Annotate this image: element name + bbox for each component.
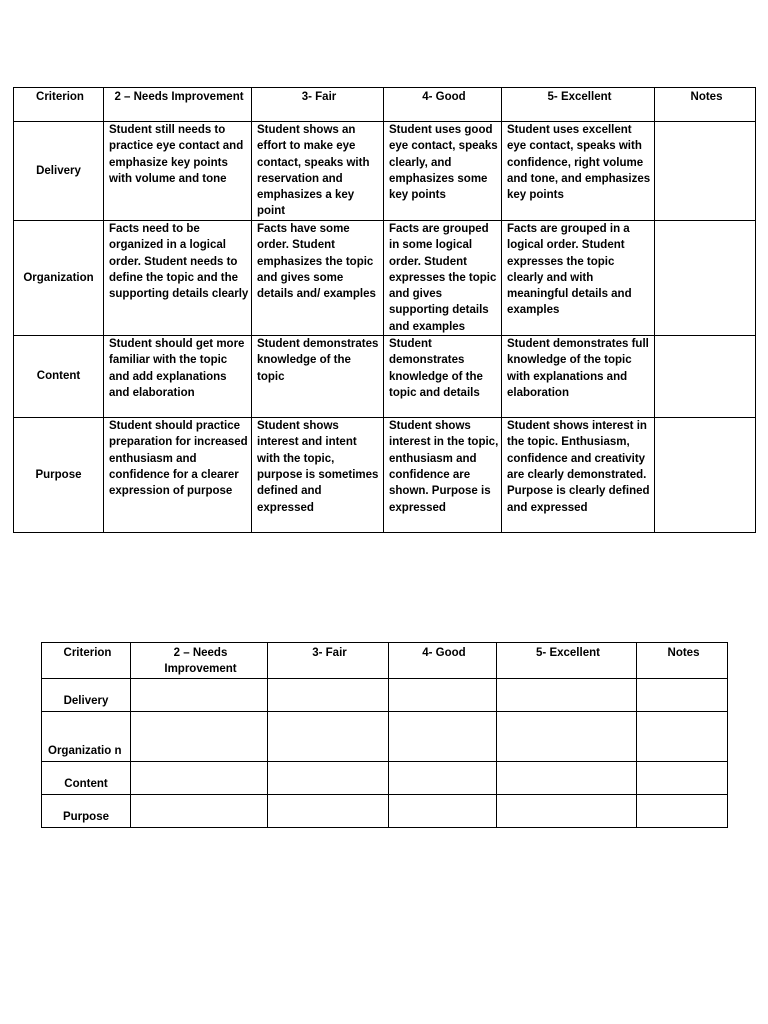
table-row: [42, 794, 728, 827]
empty-cell[interactable]: [268, 678, 389, 711]
criterion-cell: Purpose: [42, 794, 131, 827]
empty-cell[interactable]: [131, 711, 268, 761]
fair-cell: Student shows an effort to make eye contact, speaks with reservation and emphasizes a key point: [252, 122, 384, 221]
header-fair: 3- Fair: [252, 88, 384, 122]
fair-cell: Facts have some order. Student emphasizes the topic and gives some details and/ examples: [252, 221, 384, 336]
empty-cell[interactable]: [389, 761, 497, 794]
header-excellent: 5- Excellent: [502, 88, 655, 122]
empty-cell[interactable]: [268, 711, 389, 761]
notes-cell: [655, 122, 756, 221]
criterion-cell: Organization: [14, 221, 104, 336]
header-criterion: Criterion: [14, 88, 104, 122]
empty-cell[interactable]: [637, 711, 728, 761]
criterion-cell: Delivery: [14, 122, 104, 221]
criterion-cell: Purpose: [14, 418, 104, 533]
good-cell: Student uses good eye contact, speaks clearly, and emphasizes some key points: [384, 122, 502, 221]
empty-cell[interactable]: [389, 794, 497, 827]
empty-cell[interactable]: [497, 678, 637, 711]
fair-cell: Student shows interest and intent with the topic, purpose is sometimes defined and expressed: [252, 418, 384, 533]
header-excellent: 5- Excellent: [497, 643, 637, 679]
empty-cell[interactable]: [497, 761, 637, 794]
empty-cell[interactable]: [497, 711, 637, 761]
good-cell: Facts are grouped in some logical order. Student expresses the topic and gives supporting details and examples: [384, 221, 502, 336]
table-row: [14, 418, 756, 533]
good-cell: Student demonstrates knowledge of the topic and details: [384, 336, 502, 418]
notes-cell: [655, 336, 756, 418]
header-row: [14, 88, 756, 122]
empty-cell[interactable]: [637, 794, 728, 827]
table-row: [14, 122, 756, 221]
table-row: [14, 221, 756, 336]
table-row: [42, 761, 728, 794]
criterion-cell: Content: [42, 761, 131, 794]
empty-cell[interactable]: [389, 678, 497, 711]
excellent-cell: Student shows interest in the topic. Enthusiasm, confidence and creativity are clearly demonstrated. Purpose is clearly defined and expressed: [502, 418, 655, 533]
empty-cell[interactable]: [268, 761, 389, 794]
empty-cell[interactable]: [268, 794, 389, 827]
header-fair: 3- Fair: [268, 643, 389, 679]
blank-rubric-table: [41, 642, 728, 828]
empty-cell[interactable]: [389, 711, 497, 761]
table-row: [42, 711, 728, 761]
empty-cell[interactable]: [637, 761, 728, 794]
table-row: [14, 336, 756, 418]
criterion-cell: Content: [14, 336, 104, 418]
excellent-cell: Facts are grouped in a logical order. Student expresses the topic clearly and with meaningful details and examples: [502, 221, 655, 336]
criterion-cell: Delivery: [42, 678, 131, 711]
header-needs-improvement: 2 – Needs Improvement: [131, 643, 268, 679]
header-notes: Notes: [637, 643, 728, 679]
header-notes: Notes: [655, 88, 756, 122]
excellent-cell: Student uses excellent eye contact, speaks with confidence, right volume and tone, and emphasizes key points: [502, 122, 655, 221]
empty-cell[interactable]: [131, 794, 268, 827]
needs-improvement-cell: Facts need to be organized in a logical order. Student needs to define the topic and the supporting details clearly: [104, 221, 252, 336]
needs-improvement-cell: Student should practice preparation for increased enthusiasm and confidence for a clearer expression of purpose: [104, 418, 252, 533]
header-row: [42, 643, 728, 679]
empty-cell[interactable]: [131, 678, 268, 711]
header-good: 4- Good: [384, 88, 502, 122]
good-cell: Student shows interest in the topic, enthusiasm and confidence are shown. Purpose is expressed: [384, 418, 502, 533]
empty-cell[interactable]: [131, 761, 268, 794]
header-good: 4- Good: [389, 643, 497, 679]
notes-cell: [655, 221, 756, 336]
notes-cell: [655, 418, 756, 533]
needs-improvement-cell: Student still needs to practice eye contact and emphasize key points with volume and tone: [104, 122, 252, 221]
empty-cell[interactable]: [497, 794, 637, 827]
header-criterion: Criterion: [42, 643, 131, 679]
table-row: [42, 678, 728, 711]
header-needs-improvement: 2 – Needs Improvement: [104, 88, 252, 122]
fair-cell: Student demonstrates knowledge of the topic: [252, 336, 384, 418]
rubric-table: [13, 87, 756, 533]
needs-improvement-cell: Student should get more familiar with the topic and add explanations and elaboration: [104, 336, 252, 418]
excellent-cell: Student demonstrates full knowledge of the topic with explanations and elaboration: [502, 336, 655, 418]
criterion-cell: Organizatio n: [42, 711, 131, 761]
empty-cell[interactable]: [637, 678, 728, 711]
